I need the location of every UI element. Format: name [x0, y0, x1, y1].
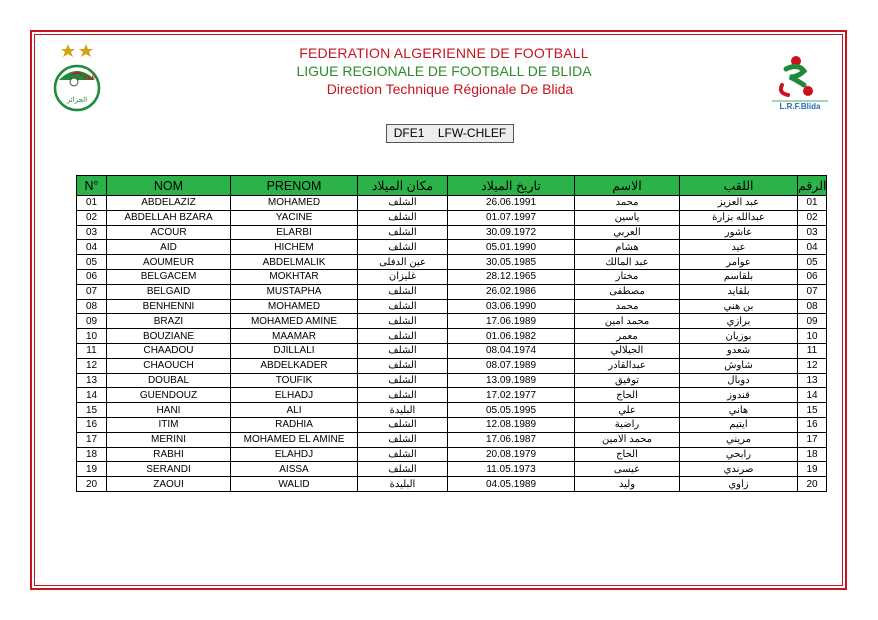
row-number-ar: 08 [798, 299, 827, 314]
last-name-ar: زاوي [680, 477, 798, 492]
svg-text:FAF: FAF [84, 76, 96, 82]
table-row [77, 462, 827, 477]
first-name-ar: وليد [575, 477, 680, 492]
first-name-ar: مصطفى [575, 284, 680, 299]
row-number: 14 [77, 388, 107, 403]
first-name-ar: ياسين [575, 210, 680, 225]
row-number: 12 [77, 358, 107, 373]
first-name-ar: عبدالقادر [575, 358, 680, 373]
header-nom: NOM [107, 176, 231, 196]
birthdate: 30.05.1985 [448, 255, 575, 270]
row-number: 09 [77, 314, 107, 329]
birthplace-ar: عين الدفلى [358, 255, 448, 270]
birthplace-ar: الشلف [358, 225, 448, 240]
last-name: ITIM [107, 417, 231, 432]
row-number-ar: 03 [798, 225, 827, 240]
row-number: 06 [77, 269, 107, 284]
header-number: N° [77, 176, 107, 196]
row-number-ar: 15 [798, 403, 827, 418]
row-number: 17 [77, 432, 107, 447]
last-name: BOUZIANE [107, 329, 231, 344]
row-number: 20 [77, 477, 107, 492]
row-number-ar: 19 [798, 462, 827, 477]
birthdate: 01.07.1997 [448, 210, 575, 225]
last-name: RABHI [107, 447, 231, 462]
row-number: 04 [77, 240, 107, 255]
last-name-ar: بن هني [680, 299, 798, 314]
player-rows [77, 196, 827, 492]
division-code: DFE1 [393, 126, 425, 140]
first-name-ar: الحاج [575, 447, 680, 462]
birthdate: 12.08.1989 [448, 417, 575, 432]
last-name: CHAADOU [107, 343, 231, 358]
row-number-ar: 12 [798, 358, 827, 373]
last-name: ABDELLAH BZARA [107, 210, 231, 225]
birthdate: 03.06.1990 [448, 299, 575, 314]
birthdate: 20.08.1979 [448, 447, 575, 462]
last-name: SERANDI [107, 462, 231, 477]
header-number-ar: الرقم [798, 176, 827, 196]
row-number-ar: 07 [798, 284, 827, 299]
table-row [77, 269, 827, 284]
row-number-ar: 20 [798, 477, 827, 492]
first-name-ar: الحاج [575, 388, 680, 403]
birthplace-ar: الشلف [358, 447, 448, 462]
last-name: ABDELAZIZ [107, 196, 231, 211]
table-row [77, 329, 827, 344]
birthplace-ar: الشلف [358, 196, 448, 211]
birthplace-ar: الشلف [358, 462, 448, 477]
row-number: 18 [77, 447, 107, 462]
birthdate: 08.07.1989 [448, 358, 575, 373]
table-row [77, 343, 827, 358]
last-name: CHAOUCH [107, 358, 231, 373]
first-name: ABDELKADER [231, 358, 358, 373]
table-row [77, 255, 827, 270]
row-number: 16 [77, 417, 107, 432]
last-name: BELGACEM [107, 269, 231, 284]
table-row [77, 417, 827, 432]
table-row [77, 299, 827, 314]
last-name-ar: شعدو [680, 343, 798, 358]
birthplace-ar: البليدة [358, 477, 448, 492]
team-code-box [386, 124, 514, 143]
last-name: BENHENNI [107, 299, 231, 314]
first-name: RADHIA [231, 417, 358, 432]
first-name: MOHAMED EL AMINE [231, 432, 358, 447]
row-number-ar: 18 [798, 447, 827, 462]
last-name-ar: بوزيان [680, 329, 798, 344]
birthplace-ar: البليدة [358, 403, 448, 418]
table-row [77, 432, 827, 447]
last-name-ar: هاني [680, 403, 798, 418]
birthplace-ar: الشلف [358, 240, 448, 255]
table-row [77, 447, 827, 462]
birthdate: 26.06.1991 [448, 196, 575, 211]
birthdate: 05.05.1995 [448, 403, 575, 418]
row-number-ar: 16 [798, 417, 827, 432]
birthplace-ar: الشلف [358, 417, 448, 432]
birthplace-ar: غليزان [358, 269, 448, 284]
birthplace-ar: الشلف [358, 373, 448, 388]
table-row [77, 284, 827, 299]
first-name-ar: محمد الامين [575, 432, 680, 447]
birthdate: 04.05.1989 [448, 477, 575, 492]
federation-title: FEDERATION ALGERIENNE DE FOOTBALL [299, 45, 589, 61]
row-number-ar: 10 [798, 329, 827, 344]
first-name: ELARBI [231, 225, 358, 240]
table-row [77, 388, 827, 403]
row-number: 13 [77, 373, 107, 388]
row-number: 02 [77, 210, 107, 225]
header-birthplace-ar: مكان الميلاد [358, 176, 448, 196]
table-row [77, 373, 827, 388]
table-row [77, 210, 827, 225]
row-number: 05 [77, 255, 107, 270]
table-row [77, 196, 827, 211]
row-number-ar: 02 [798, 210, 827, 225]
row-number-ar: 14 [798, 388, 827, 403]
table-row [77, 477, 827, 492]
first-name: YACINE [231, 210, 358, 225]
birthplace-ar: الشلف [358, 210, 448, 225]
birthplace-ar: الشلف [358, 388, 448, 403]
birthdate: 26.02.1986 [448, 284, 575, 299]
first-name: MAAMAR [231, 329, 358, 344]
first-name-ar: راضية [575, 417, 680, 432]
first-name: ELAHDJ [231, 447, 358, 462]
header-prenom: PRENOM [231, 176, 358, 196]
logo-left-caption: الجزائر [66, 96, 88, 104]
logo-right-caption: L.R.F.Blida [779, 102, 821, 111]
last-name-ar: عبد العزيز [680, 196, 798, 211]
row-number: 11 [77, 343, 107, 358]
last-name-ar: عبدالله بزارة [680, 210, 798, 225]
last-name-ar: ايتيم [680, 417, 798, 432]
row-number: 15 [77, 403, 107, 418]
birthdate: 30.09.1972 [448, 225, 575, 240]
last-name-ar: عوامر [680, 255, 798, 270]
row-number-ar: 06 [798, 269, 827, 284]
table-row [77, 314, 827, 329]
row-number-ar: 09 [798, 314, 827, 329]
first-name: ALI [231, 403, 358, 418]
birthdate: 11.05.1973 [448, 462, 575, 477]
last-name-ar: بلقايد [680, 284, 798, 299]
birthplace-ar: الشلف [358, 432, 448, 447]
table-row [77, 225, 827, 240]
row-number: 01 [77, 196, 107, 211]
league-title: LIGUE REGIONALE DE FOOTBALL DE BLIDA [296, 63, 592, 79]
row-number: 07 [77, 284, 107, 299]
last-name: MERINI [107, 432, 231, 447]
last-name: HANI [107, 403, 231, 418]
row-number-ar: 01 [798, 196, 827, 211]
row-number-ar: 17 [798, 432, 827, 447]
last-name: BRAZI [107, 314, 231, 329]
first-name: MOHAMED [231, 196, 358, 211]
first-name: MOKHTAR [231, 269, 358, 284]
row-number-ar: 11 [798, 343, 827, 358]
letterhead [0, 44, 878, 98]
birthplace-ar: الشلف [358, 358, 448, 373]
last-name: AID [107, 240, 231, 255]
first-name-ar: محمد امين [575, 314, 680, 329]
header-birthdate-ar: تاريخ الميلاد [448, 176, 575, 196]
header-firstname-ar: الاسم [575, 176, 680, 196]
first-name: MOHAMED [231, 299, 358, 314]
birthdate: 17.06.1989 [448, 314, 575, 329]
birthdate: 17.06.1987 [448, 432, 575, 447]
last-name: ZAOUI [107, 477, 231, 492]
birthplace-ar: الشلف [358, 299, 448, 314]
players-table [76, 175, 827, 492]
first-name: DJILLALI [231, 343, 358, 358]
row-number-ar: 05 [798, 255, 827, 270]
birthplace-ar: الشلف [358, 284, 448, 299]
first-name: WALID [231, 477, 358, 492]
last-name-ar: شاوش [680, 358, 798, 373]
first-name-ar: علي [575, 403, 680, 418]
first-name: TOUFIK [231, 373, 358, 388]
birthdate: 08.04.1974 [448, 343, 575, 358]
last-name-ar: عاشور [680, 225, 798, 240]
last-name: BELGAID [107, 284, 231, 299]
birthdate: 01.06.1982 [448, 329, 575, 344]
last-name-ar: مريني [680, 432, 798, 447]
first-name-ar: مختار [575, 269, 680, 284]
row-number-ar: 04 [798, 240, 827, 255]
row-number-ar: 13 [798, 373, 827, 388]
table-header-row [77, 176, 827, 196]
first-name-ar: العربي [575, 225, 680, 240]
first-name: ELHADJ [231, 388, 358, 403]
row-number: 03 [77, 225, 107, 240]
last-name-ar: رابحي [680, 447, 798, 462]
first-name-ar: محمد [575, 299, 680, 314]
birthplace-ar: الشلف [358, 314, 448, 329]
first-name-ar: عبد المالك [575, 255, 680, 270]
table-row [77, 240, 827, 255]
birthdate: 05.01.1990 [448, 240, 575, 255]
table-row [77, 403, 827, 418]
last-name-ar: دوبال [680, 373, 798, 388]
club-code: LFW-CHLEF [437, 126, 507, 140]
first-name: AISSA [231, 462, 358, 477]
first-name-ar: الجيلالي [575, 343, 680, 358]
last-name: ACOUR [107, 225, 231, 240]
last-name-ar: بلقاسم [680, 269, 798, 284]
first-name: MOHAMED AMINE [231, 314, 358, 329]
last-name: GUENDOUZ [107, 388, 231, 403]
row-number: 19 [77, 462, 107, 477]
first-name-ar: محمد [575, 196, 680, 211]
birthplace-ar: الشلف [358, 329, 448, 344]
row-number: 10 [77, 329, 107, 344]
last-name-ar: صرندي [680, 462, 798, 477]
first-name: HICHEM [231, 240, 358, 255]
birthdate: 13.09.1989 [448, 373, 575, 388]
row-number: 08 [77, 299, 107, 314]
last-name-ar: قندوز [680, 388, 798, 403]
first-name-ar: توفيق [575, 373, 680, 388]
first-name-ar: معمر [575, 329, 680, 344]
first-name: MUSTAPHA [231, 284, 358, 299]
direction-title: Direction Technique Régionale De Blida [326, 81, 574, 97]
table-row [77, 358, 827, 373]
first-name-ar: هشام [575, 240, 680, 255]
birthplace-ar: الشلف [358, 343, 448, 358]
last-name-ar: برازي [680, 314, 798, 329]
first-name-ar: عيسى [575, 462, 680, 477]
birthdate: 17.02.1977 [448, 388, 575, 403]
first-name: ABDELMALIK [231, 255, 358, 270]
last-name: DOUBAL [107, 373, 231, 388]
last-name-ar: عيد [680, 240, 798, 255]
last-name: AOUMEUR [107, 255, 231, 270]
birthdate: 28.12.1965 [448, 269, 575, 284]
header-lastname-ar: اللقب [680, 176, 798, 196]
